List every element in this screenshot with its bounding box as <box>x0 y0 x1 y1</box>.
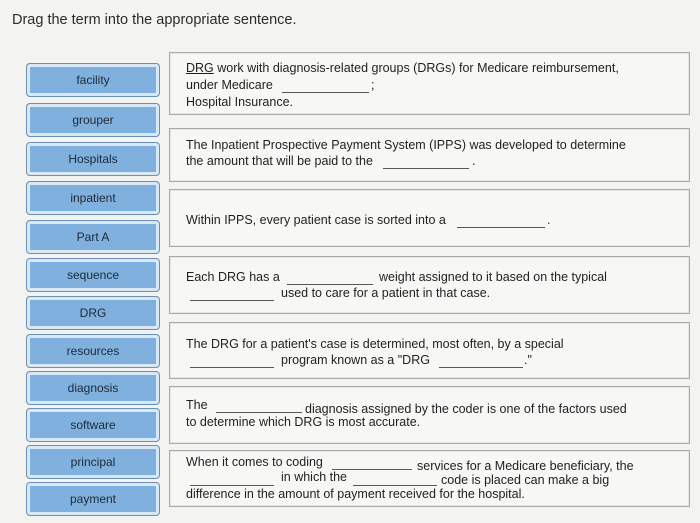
sentence-box-5 <box>169 322 690 379</box>
sentence-5-line-2: program known as a "DRG <box>281 353 430 367</box>
sentence-box-7 <box>169 450 690 507</box>
term-payment[interactable]: payment <box>27 483 159 515</box>
sentence-3-line-1: Within IPPS, every patient case is sorted into a <box>186 213 446 227</box>
sentence-1-line-1: work with diagnosis-related groups (DRGs) for Medicare reimbursement, <box>213 61 619 75</box>
term-drg[interactable]: DRG <box>27 297 159 329</box>
sentence-2-line-2: the amount that will be paid to the <box>186 154 373 168</box>
sentence-6-line-1a: The <box>186 398 208 412</box>
blank-7b[interactable] <box>190 475 274 486</box>
blank-5b[interactable] <box>439 357 523 368</box>
sentence-box-6 <box>169 386 690 444</box>
sentence-6-line-1b: diagnosis assigned by the coder is one of the factors used <box>305 402 627 416</box>
sentence-4-line-1a: Each DRG has a <box>186 270 280 284</box>
blank-4a[interactable] <box>287 274 373 285</box>
sentence-7-line-2b: in which the <box>281 470 348 484</box>
term-inpatient[interactable]: inpatient <box>27 182 159 214</box>
sentence-5-end: ." <box>524 353 532 367</box>
sentence-3-end: . <box>547 213 551 227</box>
term-facility[interactable]: facility <box>27 64 159 96</box>
term-resources[interactable]: resources <box>27 335 159 367</box>
term-sequence[interactable]: sequence <box>27 259 159 291</box>
sentence-7-line-1b: services for a Medicare beneficiary, the <box>417 459 634 473</box>
term-principal[interactable]: principal <box>27 446 159 478</box>
term-hospitals[interactable]: Hospitals <box>27 143 159 175</box>
term-grouper[interactable]: grouper <box>27 104 159 136</box>
sentence-box-1 <box>169 52 690 115</box>
sentence-6-line-2: to determine which DRG is most accurate. <box>186 415 421 429</box>
sentence-2-line-1: The Inpatient Prospective Payment System (IPPS) was developed to determine <box>186 138 626 152</box>
instruction-text: Drag the term into the appropriate sentence. <box>12 12 297 28</box>
drg-link[interactable]: DRG <box>186 61 214 75</box>
blank-6[interactable] <box>216 402 302 413</box>
term-software[interactable]: software <box>27 409 159 441</box>
sentence-2-end: . <box>472 154 476 168</box>
sentence-1-end: ; <box>371 78 375 92</box>
blank-2[interactable] <box>383 158 469 169</box>
sentence-box-4 <box>169 256 690 314</box>
sentence-box-2 <box>169 128 690 182</box>
sentence-7-line-2c: code is placed can make a big <box>441 473 610 487</box>
sentence-5-line-1: The DRG for a patient's case is determined, most often, by a special <box>186 337 564 351</box>
blank-1[interactable] <box>282 82 369 93</box>
sentence-box-3 <box>169 189 690 247</box>
sentence-7-line-1a: When it comes to coding <box>186 455 323 469</box>
sentence-7-line-3: difference in the amount of payment received for the hospital. <box>186 487 525 501</box>
term-diagnosis[interactable]: diagnosis <box>27 372 159 404</box>
sentence-4-line-2: used to care for a patient in that case. <box>281 286 491 300</box>
blank-7c[interactable] <box>353 475 437 486</box>
blank-5a[interactable] <box>190 357 274 368</box>
sentence-1-line-2: under Medicare <box>186 78 273 92</box>
sentence-4-line-1b: weight assigned to it based on the typical <box>379 270 607 284</box>
blank-3[interactable] <box>457 217 545 228</box>
blank-4b[interactable] <box>190 290 274 301</box>
term-part-a[interactable]: Part A <box>27 221 159 253</box>
sentence-1-line-3: Hospital Insurance. <box>186 95 294 109</box>
